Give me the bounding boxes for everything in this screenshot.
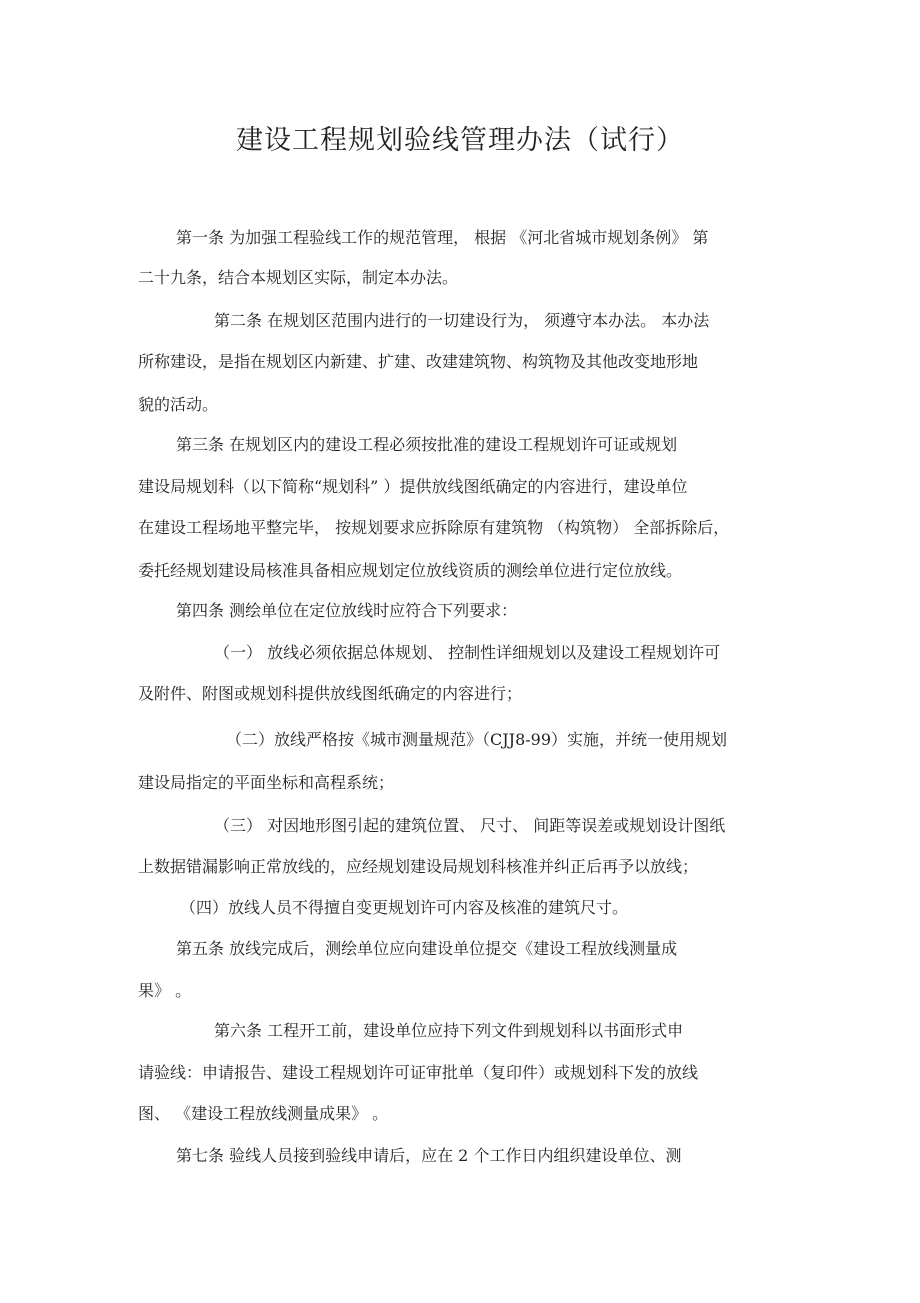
article-7-line-1: 第七条 验线人员接到验线申请后，应在 2 个工作日内组织建设单位、测: [176, 1146, 682, 1165]
article-4-item-3-line-1: （三） 对因地形图引起的建筑位置、 尺寸、 间距等误差或规划设计图纸: [214, 816, 726, 835]
article-1-line-2: 二十九条，结合本规划区实际，制定本办法。: [138, 268, 459, 287]
article-4-item-2-line-2: 建设局指定的平面坐标和高程系统；: [138, 773, 395, 792]
article-3-line-1: 第三条 在规划区内的建设工程必须按批准的建设工程规划许可证或规划: [176, 435, 678, 454]
article-6-line-2: 请验线：申请报告、建设工程规划许可证审批单（复印件）或规划科下发的放线: [138, 1063, 699, 1082]
article-5-line-2: 果》 。: [138, 981, 192, 1000]
article-4-item-1-line-1: （一） 放线必须依据总体规划、 控制性详细规划以及建设工程规划许可: [214, 643, 721, 662]
article-4-line-1: 第四条 测绘单位在定位放线时应符合下列要求：: [176, 601, 518, 620]
article-4-item-1-line-2: 及附件、附图或规划科提供放线图纸确定的内容进行；: [138, 684, 523, 703]
document-title: 建设工程规划验线管理办法（试行）: [236, 125, 684, 156]
article-6-line-3: 图、 《建设工程放线测量成果》 。: [138, 1104, 389, 1123]
article-4-item-3-line-2: 上数据错漏影响正常放线的，应经规划建设局规划科核准并纠正后再予以放线；: [138, 857, 699, 876]
article-1-line-1: 第一条 为加强工程验线工作的规范管理， 根据 《河北省城市规划条例》 第: [176, 228, 709, 247]
article-4-item-2-line-1: （二）放线严格按《城市测量规范》（CJJ8-99）实施，并统一使用规划: [226, 730, 728, 749]
article-2-line-3: 貌的活动。: [138, 395, 219, 414]
article-5-line-1: 第五条 放线完成后，测绘单位应向建设单位提交《建设工程放线测量成: [176, 939, 678, 958]
article-3-line-3: 在建设工程场地平整完毕， 按规划要求应拆除原有建筑物 （构筑物） 全部拆除后，: [138, 518, 730, 537]
article-6-line-1: 第六条 工程开工前，建设单位应持下列文件到规划科以书面形式申: [214, 1021, 684, 1040]
article-4-item-4-line-1: （四）放线人员不得擅自变更规划许可内容及核准的建筑尺寸。: [180, 898, 629, 917]
article-2-line-1: 第二条 在规划区范围内进行的一切建设行为， 须遵守本办法。 本办法: [214, 311, 710, 330]
article-3-line-4: 委托经规划建设局核准具备相应规划定位放线资质的测绘单位进行定位放线。: [138, 561, 683, 580]
article-2-line-2: 所称建设，是指在规划区内新建、扩建、改建建筑物、构筑物及其他改变地形地: [138, 352, 699, 371]
article-3-line-2: 建设局规划科（以下简称“规划科” ）提供放线图纸确定的内容进行，建设单位: [138, 477, 688, 496]
